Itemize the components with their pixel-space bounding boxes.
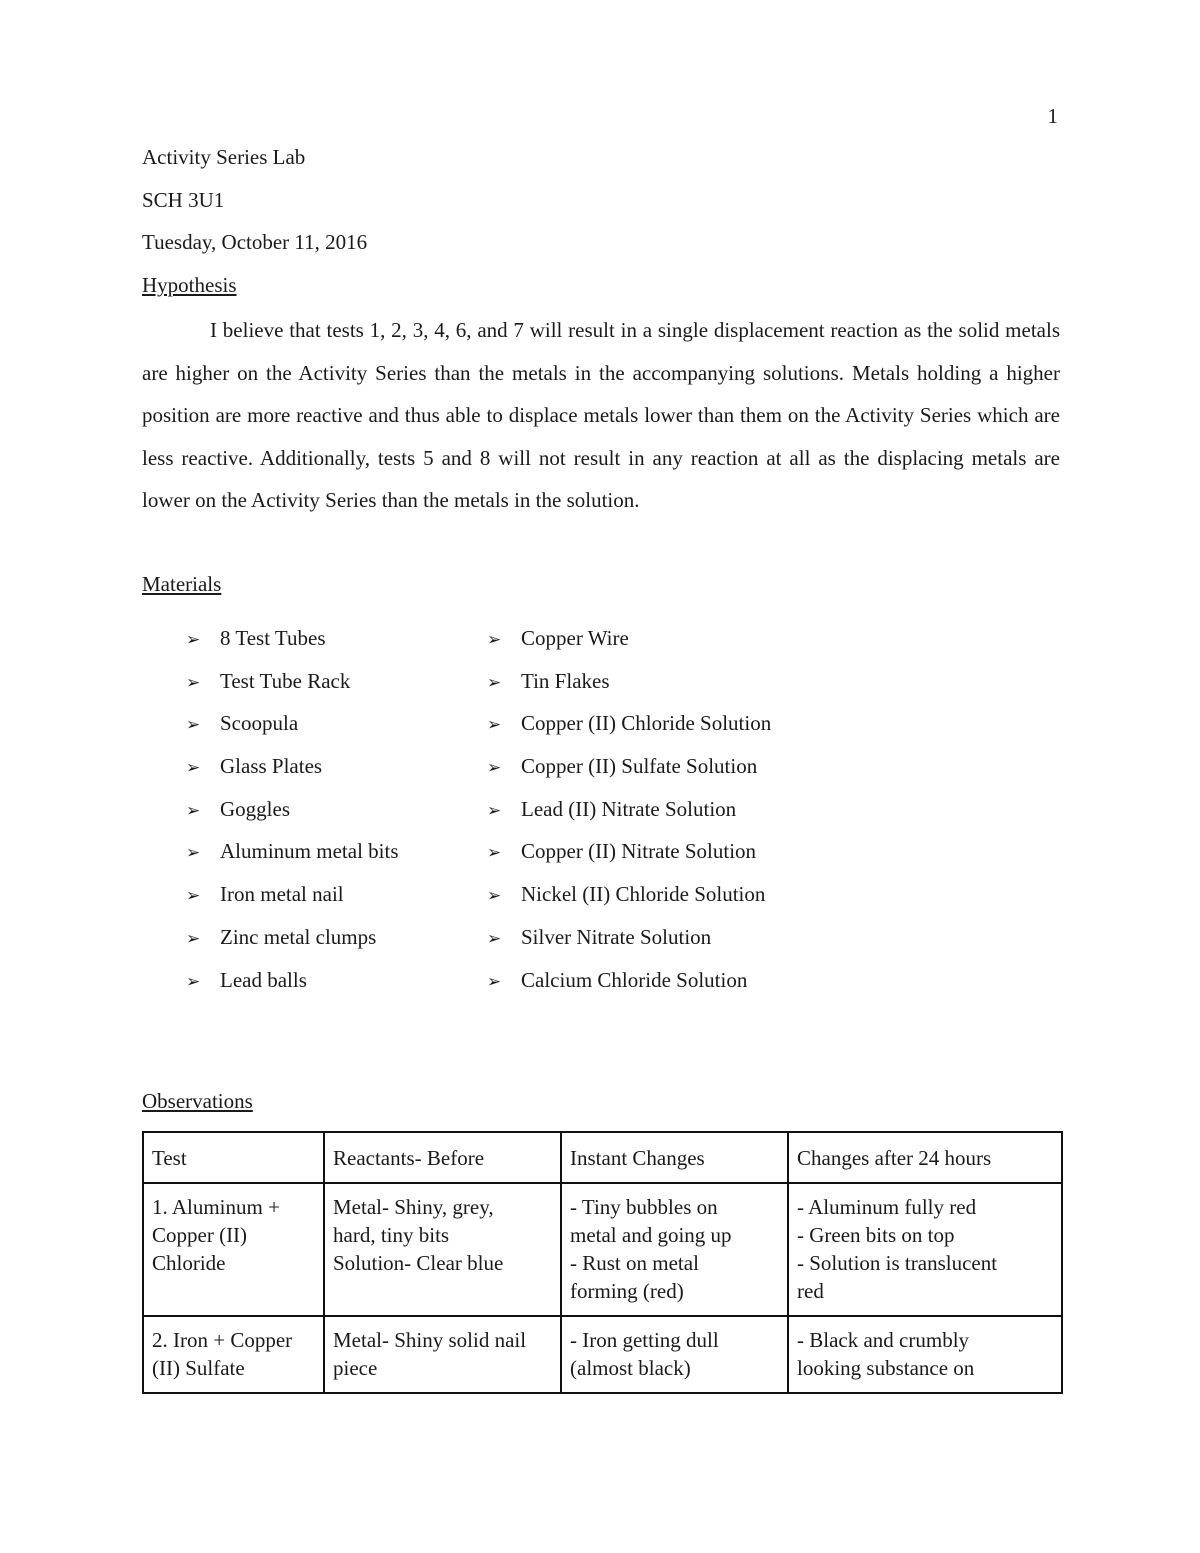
material-label: Scoopula	[220, 711, 299, 736]
material-label: Goggles	[220, 796, 290, 821]
cell-line: forming (red)	[570, 1279, 684, 1303]
material-label: Lead balls	[220, 967, 307, 992]
hypothesis-heading: Hypothesis	[142, 273, 237, 297]
document-date: Tuesday, October 11, 2016	[142, 230, 368, 254]
material-label: Iron metal nail	[220, 882, 344, 907]
list-item	[186, 788, 487, 831]
column-header-test: Test	[143, 1132, 324, 1183]
material-label: Aluminum metal bits	[220, 839, 399, 864]
arrow-bullet-icon: ➢	[487, 672, 502, 693]
material-label: Calcium Chloride Solution	[521, 967, 748, 992]
document-title: Activity Series Lab	[142, 145, 306, 169]
cell-line: Solution- Clear blue	[333, 1251, 504, 1275]
table-row	[143, 1316, 1062, 1393]
arrow-bullet-icon: ➢	[487, 886, 502, 907]
cell-line: 1. Aluminum +	[152, 1195, 280, 1219]
material-label: Zinc metal clumps	[220, 924, 377, 949]
list-item	[186, 660, 487, 703]
cell-line: (II) Sulfate	[152, 1356, 245, 1380]
column-header-instant-changes: Instant Changes	[561, 1132, 788, 1183]
arrow-bullet-icon: ➢	[487, 758, 502, 779]
cell-line: metal and going up	[570, 1223, 732, 1247]
material-label: Test Tube Rack	[220, 668, 351, 693]
list-item	[487, 745, 771, 788]
reactants-before-cell	[324, 1316, 561, 1393]
material-label: Lead (II) Nitrate Solution	[521, 796, 737, 821]
arrow-bullet-icon: ➢	[186, 800, 201, 821]
hypothesis-paragraph: I believe that tests 1, 2, 3, 4, 6, and 7 will result in a single displacement reaction as the solid metals are higher on the Activity Series than the metals in the accompanying solutions. Metals holding a higher position are more reactive and thus able to displace metals lower than them on the Activity Series which are less reactive. Additionally, tests 5 and 8 will not result in any reaction at all as the displacing metals are lower on the Activity Series than the metals in the solution.	[142, 318, 1060, 513]
material-label: Nickel (II) Chloride Solution	[521, 882, 766, 907]
observations-table	[142, 1131, 1063, 1394]
instant-changes-cell	[561, 1183, 788, 1316]
material-label: Copper (II) Chloride Solution	[521, 711, 772, 736]
instant-changes-cell	[561, 1316, 788, 1393]
test-cell	[143, 1316, 324, 1393]
cell-line: - Iron getting dull	[570, 1328, 719, 1352]
cell-line: piece	[333, 1356, 378, 1380]
list-item	[487, 830, 771, 873]
list-item	[186, 702, 487, 745]
cell-line: hard, tiny bits	[333, 1223, 450, 1247]
list-item	[487, 702, 771, 745]
list-item	[186, 830, 487, 873]
test-cell	[143, 1183, 324, 1316]
cell-line: 2. Iron + Copper	[152, 1328, 293, 1352]
reactants-before-cell	[324, 1183, 561, 1316]
table-header-row	[143, 1132, 1062, 1183]
arrow-bullet-icon: ➢	[487, 715, 502, 736]
materials-list	[186, 617, 771, 1001]
arrow-bullet-icon: ➢	[487, 928, 502, 949]
list-item	[186, 617, 487, 660]
arrow-bullet-icon: ➢	[186, 971, 201, 992]
materials-left-column	[186, 617, 487, 1001]
cell-line: - Black and crumbly	[797, 1328, 970, 1352]
materials-heading: Materials	[142, 572, 222, 596]
material-label: Silver Nitrate Solution	[521, 924, 712, 949]
changes-after-cell	[788, 1316, 1062, 1393]
list-item	[487, 916, 771, 959]
material-label: Tin Flakes	[521, 668, 610, 693]
list-item	[487, 660, 771, 703]
list-item	[487, 788, 771, 831]
column-header-changes-after-24-hours: Changes after 24 hours	[788, 1132, 1062, 1183]
material-label: 8 Test Tubes	[220, 626, 326, 650]
arrow-bullet-icon: ➢	[487, 630, 502, 650]
arrow-bullet-icon: ➢	[186, 886, 201, 907]
material-label: Glass Plates	[220, 754, 323, 779]
course-code: SCH 3U1	[142, 188, 225, 212]
cell-line: - Solution is translucent	[797, 1251, 998, 1275]
arrow-bullet-icon: ➢	[186, 715, 201, 736]
materials-right-column	[487, 617, 771, 1001]
cell-line: - Green bits on top	[797, 1223, 955, 1247]
cell-line: - Aluminum fully red	[797, 1195, 977, 1219]
material-label: Copper Wire	[521, 626, 629, 650]
list-item	[186, 873, 487, 916]
arrow-bullet-icon: ➢	[487, 971, 502, 992]
cell-line: red	[797, 1279, 824, 1303]
list-item	[186, 916, 487, 959]
page-number: 1	[1047, 104, 1058, 128]
arrow-bullet-icon: ➢	[186, 928, 201, 949]
arrow-bullet-icon: ➢	[487, 800, 502, 821]
material-label: Copper (II) Sulfate Solution	[521, 754, 758, 779]
cell-line: Copper (II)	[152, 1223, 248, 1247]
list-item	[487, 617, 771, 660]
changes-after-cell	[788, 1183, 1062, 1316]
arrow-bullet-icon: ➢	[186, 630, 201, 650]
list-item	[186, 745, 487, 788]
column-header-reactants-before: Reactants- Before	[324, 1132, 561, 1183]
list-item	[186, 959, 487, 1002]
cell-line: looking substance on	[797, 1356, 975, 1380]
arrow-bullet-icon: ➢	[186, 672, 201, 693]
cell-line: Metal- Shiny, grey,	[333, 1195, 494, 1219]
arrow-bullet-icon: ➢	[487, 843, 502, 864]
arrow-bullet-icon: ➢	[186, 758, 201, 779]
cell-line: (almost black)	[570, 1356, 691, 1380]
list-item	[487, 959, 771, 1002]
cell-line: Metal- Shiny solid nail	[333, 1328, 527, 1352]
observations-heading: Observations	[142, 1089, 253, 1113]
cell-line: - Tiny bubbles on	[570, 1195, 718, 1219]
cell-line: - Rust on metal	[570, 1251, 699, 1275]
material-label: Copper (II) Nitrate Solution	[521, 839, 757, 864]
arrow-bullet-icon: ➢	[186, 843, 201, 864]
list-item	[487, 873, 771, 916]
table-row	[143, 1183, 1062, 1316]
cell-line: Chloride	[152, 1251, 226, 1275]
